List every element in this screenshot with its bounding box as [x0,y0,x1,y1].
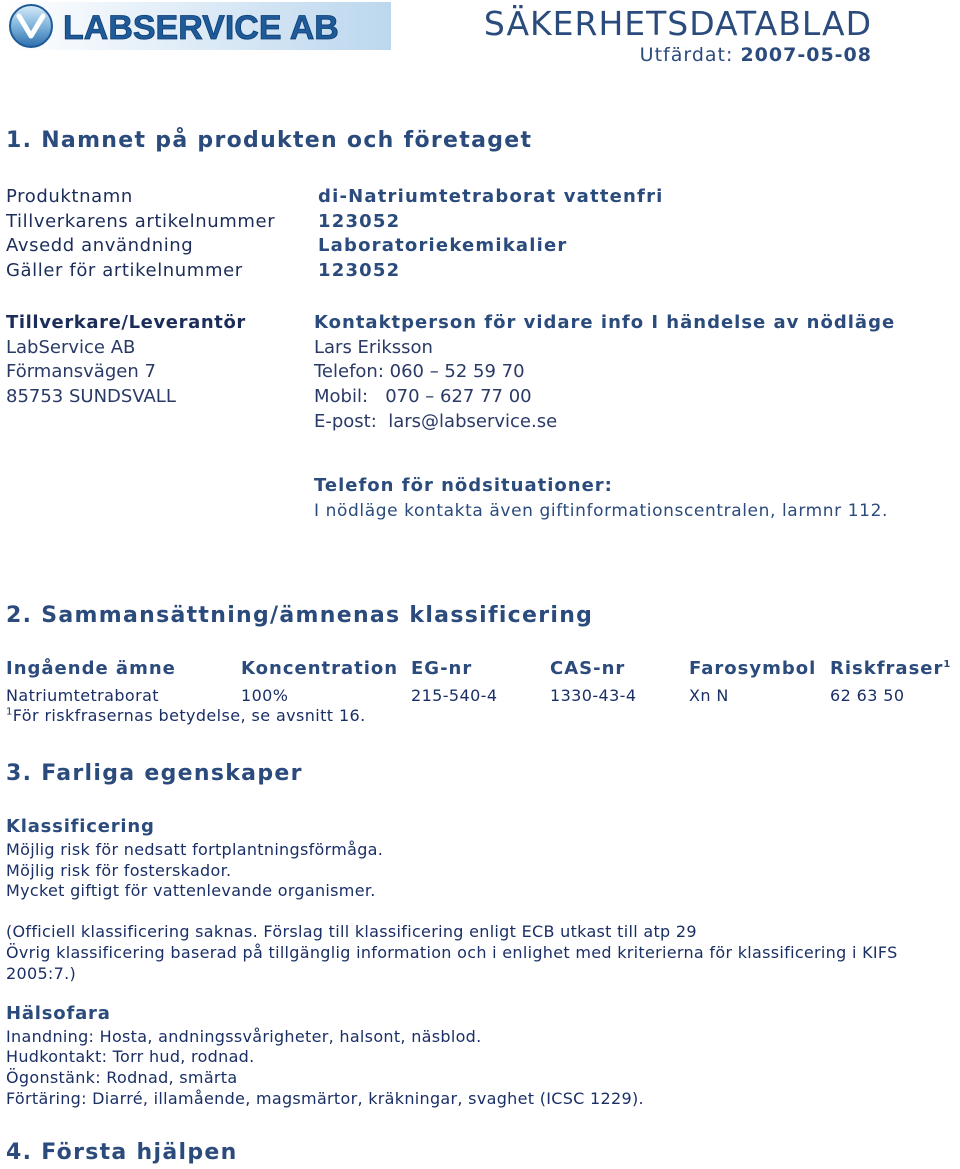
row-risk-phrases: 62 63 50 [830,686,905,705]
contact-email[interactable]: E-post: lars@labservice.se [314,411,558,432]
note-line-3: 2005:7.) [6,964,77,983]
note-line-2: Övrig klassificering baserad på tillgänglig information och i enlighet med kriterierna för klassificering i KIFS [6,943,898,962]
col-concentration: Koncentration [241,658,399,679]
section-4-heading: 4. Första hjälpen [6,1140,238,1165]
issued-label: Utfärdat: [639,44,734,66]
contact-phone: Telefon: 060 – 52 59 70 [314,361,525,382]
classification-line-3: Mycket giftigt för vattenlevande organismer. [6,881,376,900]
col-risk-phrases [830,658,951,679]
section-1-heading: 1. Namnet på produkten och företaget [6,128,533,153]
col-hazard-symbol: Farosymbol [689,658,817,679]
classification-line-2: Möjlig risk för fosterskador. [6,861,232,880]
col-substance: Ingående ämne [6,658,176,679]
manufacturer-article-value: 123052 [318,211,401,232]
document-title: SÄKERHETSDATABLAD [483,4,872,43]
health-heading: Hälsofara [6,1003,111,1024]
supplier-city: 85753 SUNDSVALL [6,386,176,407]
contact-heading: Kontaktperson för vidare info I händelse av nödläge [314,312,896,333]
manufacturer-article-label: Tillverkarens artikelnummer [6,211,276,232]
applies-article-label: Gäller för artikelnummer [6,260,243,281]
note-line-1: (Officiell klassificering saknas. Förslag till klassificering enligt ECB utkast till atp 29 [6,922,697,941]
health-line-3: Ögonstänk: Rodnad, smärta [6,1068,238,1087]
intended-use-label: Avsedd användning [6,235,194,256]
health-line-1: Inandning: Hosta, andningssvårigheter, halsont, näsblod. [6,1027,482,1046]
company-logo [5,2,391,50]
footnote-number: 1 [6,706,13,718]
row-cas-nr: 1330-43-4 [550,686,637,705]
emergency-heading: Telefon för nödsituationer: [314,475,613,496]
footnote-text: För riskfrasernas betydelse, se avsnitt 16. [12,706,366,725]
intended-use-value: Laboratoriekemikalier [318,235,568,256]
applies-article-value: 123052 [318,260,401,281]
col-risk-phrases-label: Riskfraser [830,658,944,679]
row-concentration: 100% [241,686,289,705]
emergency-text: I nödläge kontakta även giftinformationscentralen, larmnr 112. [314,501,888,521]
health-line-4: Förtäring: Diarré, illamående, magsmärtor, kräkningar, svaghet (ICSC 1229). [6,1089,644,1108]
health-line-2: Hudkontakt: Torr hud, rodnad. [6,1047,255,1066]
col-cas-nr: CAS-nr [550,658,626,679]
section-2-heading: 2. Sammansättning/ämnenas klassificering [6,603,594,628]
footnote [6,706,366,725]
classification-line-1: Möjlig risk för nedsatt fortplantningsförmåga. [6,840,384,859]
issued-line [640,44,872,66]
issued-date: 2007-05-08 [740,44,872,66]
footnote-mark: 1 [943,659,952,670]
col-eg-nr: EG-nr [411,658,473,679]
product-name-value: di-Natriumtetraborat vattenfri [318,186,664,207]
logo-text: LABSERVICE AB [63,9,339,47]
row-substance: Natriumtetraborat [6,686,159,705]
contact-name: Lars Eriksson [314,337,433,358]
row-hazard-symbol: Xn N [689,686,729,705]
section-3-heading: 3. Farliga egenskaper [6,761,303,786]
supplier-name: LabService AB [6,337,136,358]
product-name-label: Produktnamn [6,186,133,207]
row-eg-nr: 215-540-4 [411,686,498,705]
supplier-heading: Tillverkare/Leverantör [6,312,246,333]
contact-mobile: Mobil: 070 – 627 77 00 [314,386,532,407]
classification-heading: Klassificering [6,816,155,837]
supplier-street: Förmansvägen 7 [6,361,156,382]
